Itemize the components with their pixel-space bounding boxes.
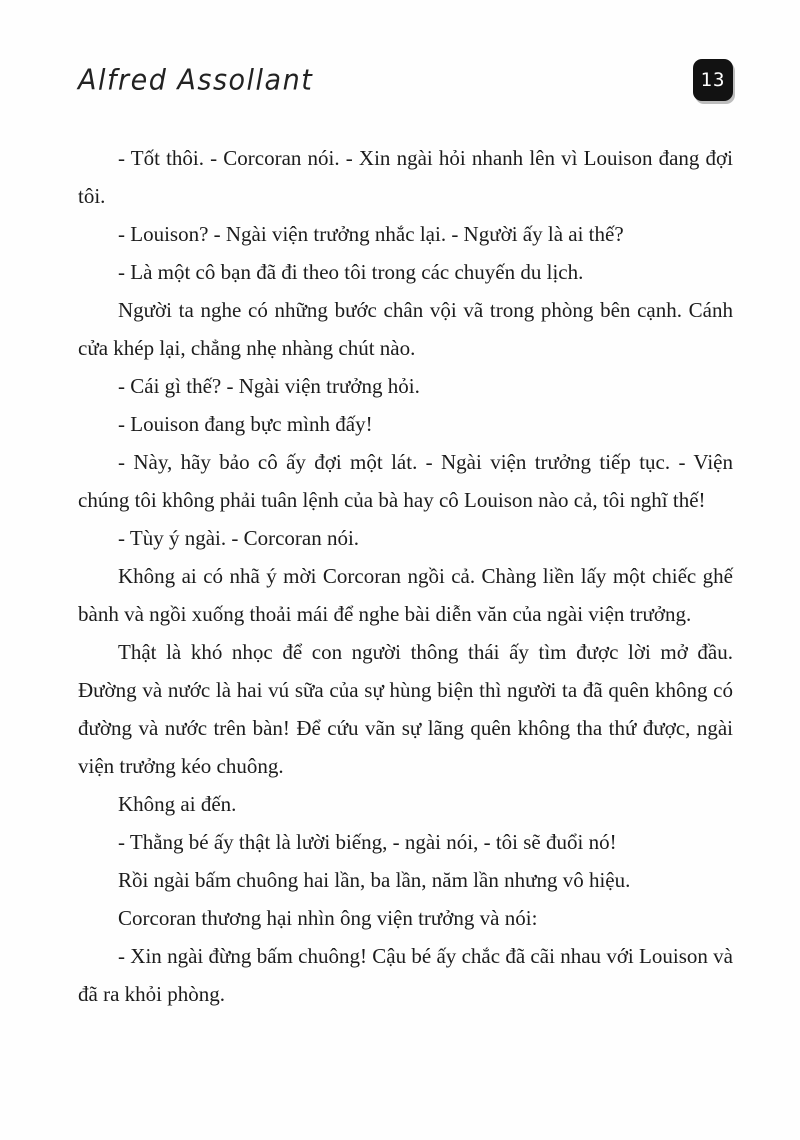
body-text — [78, 139, 733, 1013]
paragraph: Thật là khó nhọc để con người thông thái ấy tìm được lời mở đầu. Đường và nước là hai vú sữa của sự hùng biện thì người ta đã quên không có đường và nước trên bàn! Để cứu vãn sự lãng quên không tha thứ được, ngài viện trưởng kéo chuông. — [78, 640, 733, 778]
paragraph: - Louison? - Ngài viện trưởng nhắc lại. - Người ấy là ai thế? — [118, 222, 624, 246]
page-number-badge — [693, 59, 733, 101]
paragraph: - Là một cô bạn đã đi theo tôi trong các chuyến du lịch. — [118, 260, 584, 284]
paragraph: - Xin ngài đừng bấm chuông! Cậu bé ấy chắc đã cãi nhau với Louison và đã ra khỏi phòng. — [78, 944, 733, 1006]
paragraph: - Cái gì thế? - Ngài viện trưởng hỏi. — [118, 374, 420, 398]
paragraph: Rồi ngài bấm chuông hai lần, ba lần, năm lần nhưng vô hiệu. — [118, 868, 631, 892]
paragraph: - Tùy ý ngài. - Corcoran nói. — [118, 526, 360, 550]
author-name: Alfred Assollant — [78, 63, 314, 97]
paragraph: - Thằng bé ấy thật là lười biếng, - ngài nói, - tôi sẽ đuổi nó! — [118, 830, 617, 854]
paragraph: Người ta nghe có những bước chân vội vã trong phòng bên cạnh. Cánh cửa khép lại, chẳng nhẹ nhàng chút nào. — [78, 298, 733, 360]
page-number: 13 — [700, 69, 726, 91]
paragraph: - Louison đang bực mình đấy! — [118, 412, 373, 436]
paragraph: Không ai có nhã ý mời Corcoran ngồi cả. Chàng liền lấy một chiếc ghế bành và ngồi xuống thoải mái để nghe bài diễn văn của ngài viện trưởng. — [78, 564, 733, 626]
paragraph: - Này, hãy bảo cô ấy đợi một lát. - Ngài viện trưởng tiếp tục. - Viện chúng tôi không phải tuân lệnh của bà hay cô Louison nào cả, tôi nghĩ thế! — [78, 450, 733, 512]
paragraph: Corcoran thương hại nhìn ông viện trưởng và nói: — [118, 906, 538, 930]
paragraph: Không ai đến. — [118, 792, 237, 816]
page-header — [78, 58, 733, 102]
paragraph: - Tốt thôi. - Corcoran nói. - Xin ngài hỏi nhanh lên vì Louison đang đợi tôi. — [78, 146, 733, 208]
